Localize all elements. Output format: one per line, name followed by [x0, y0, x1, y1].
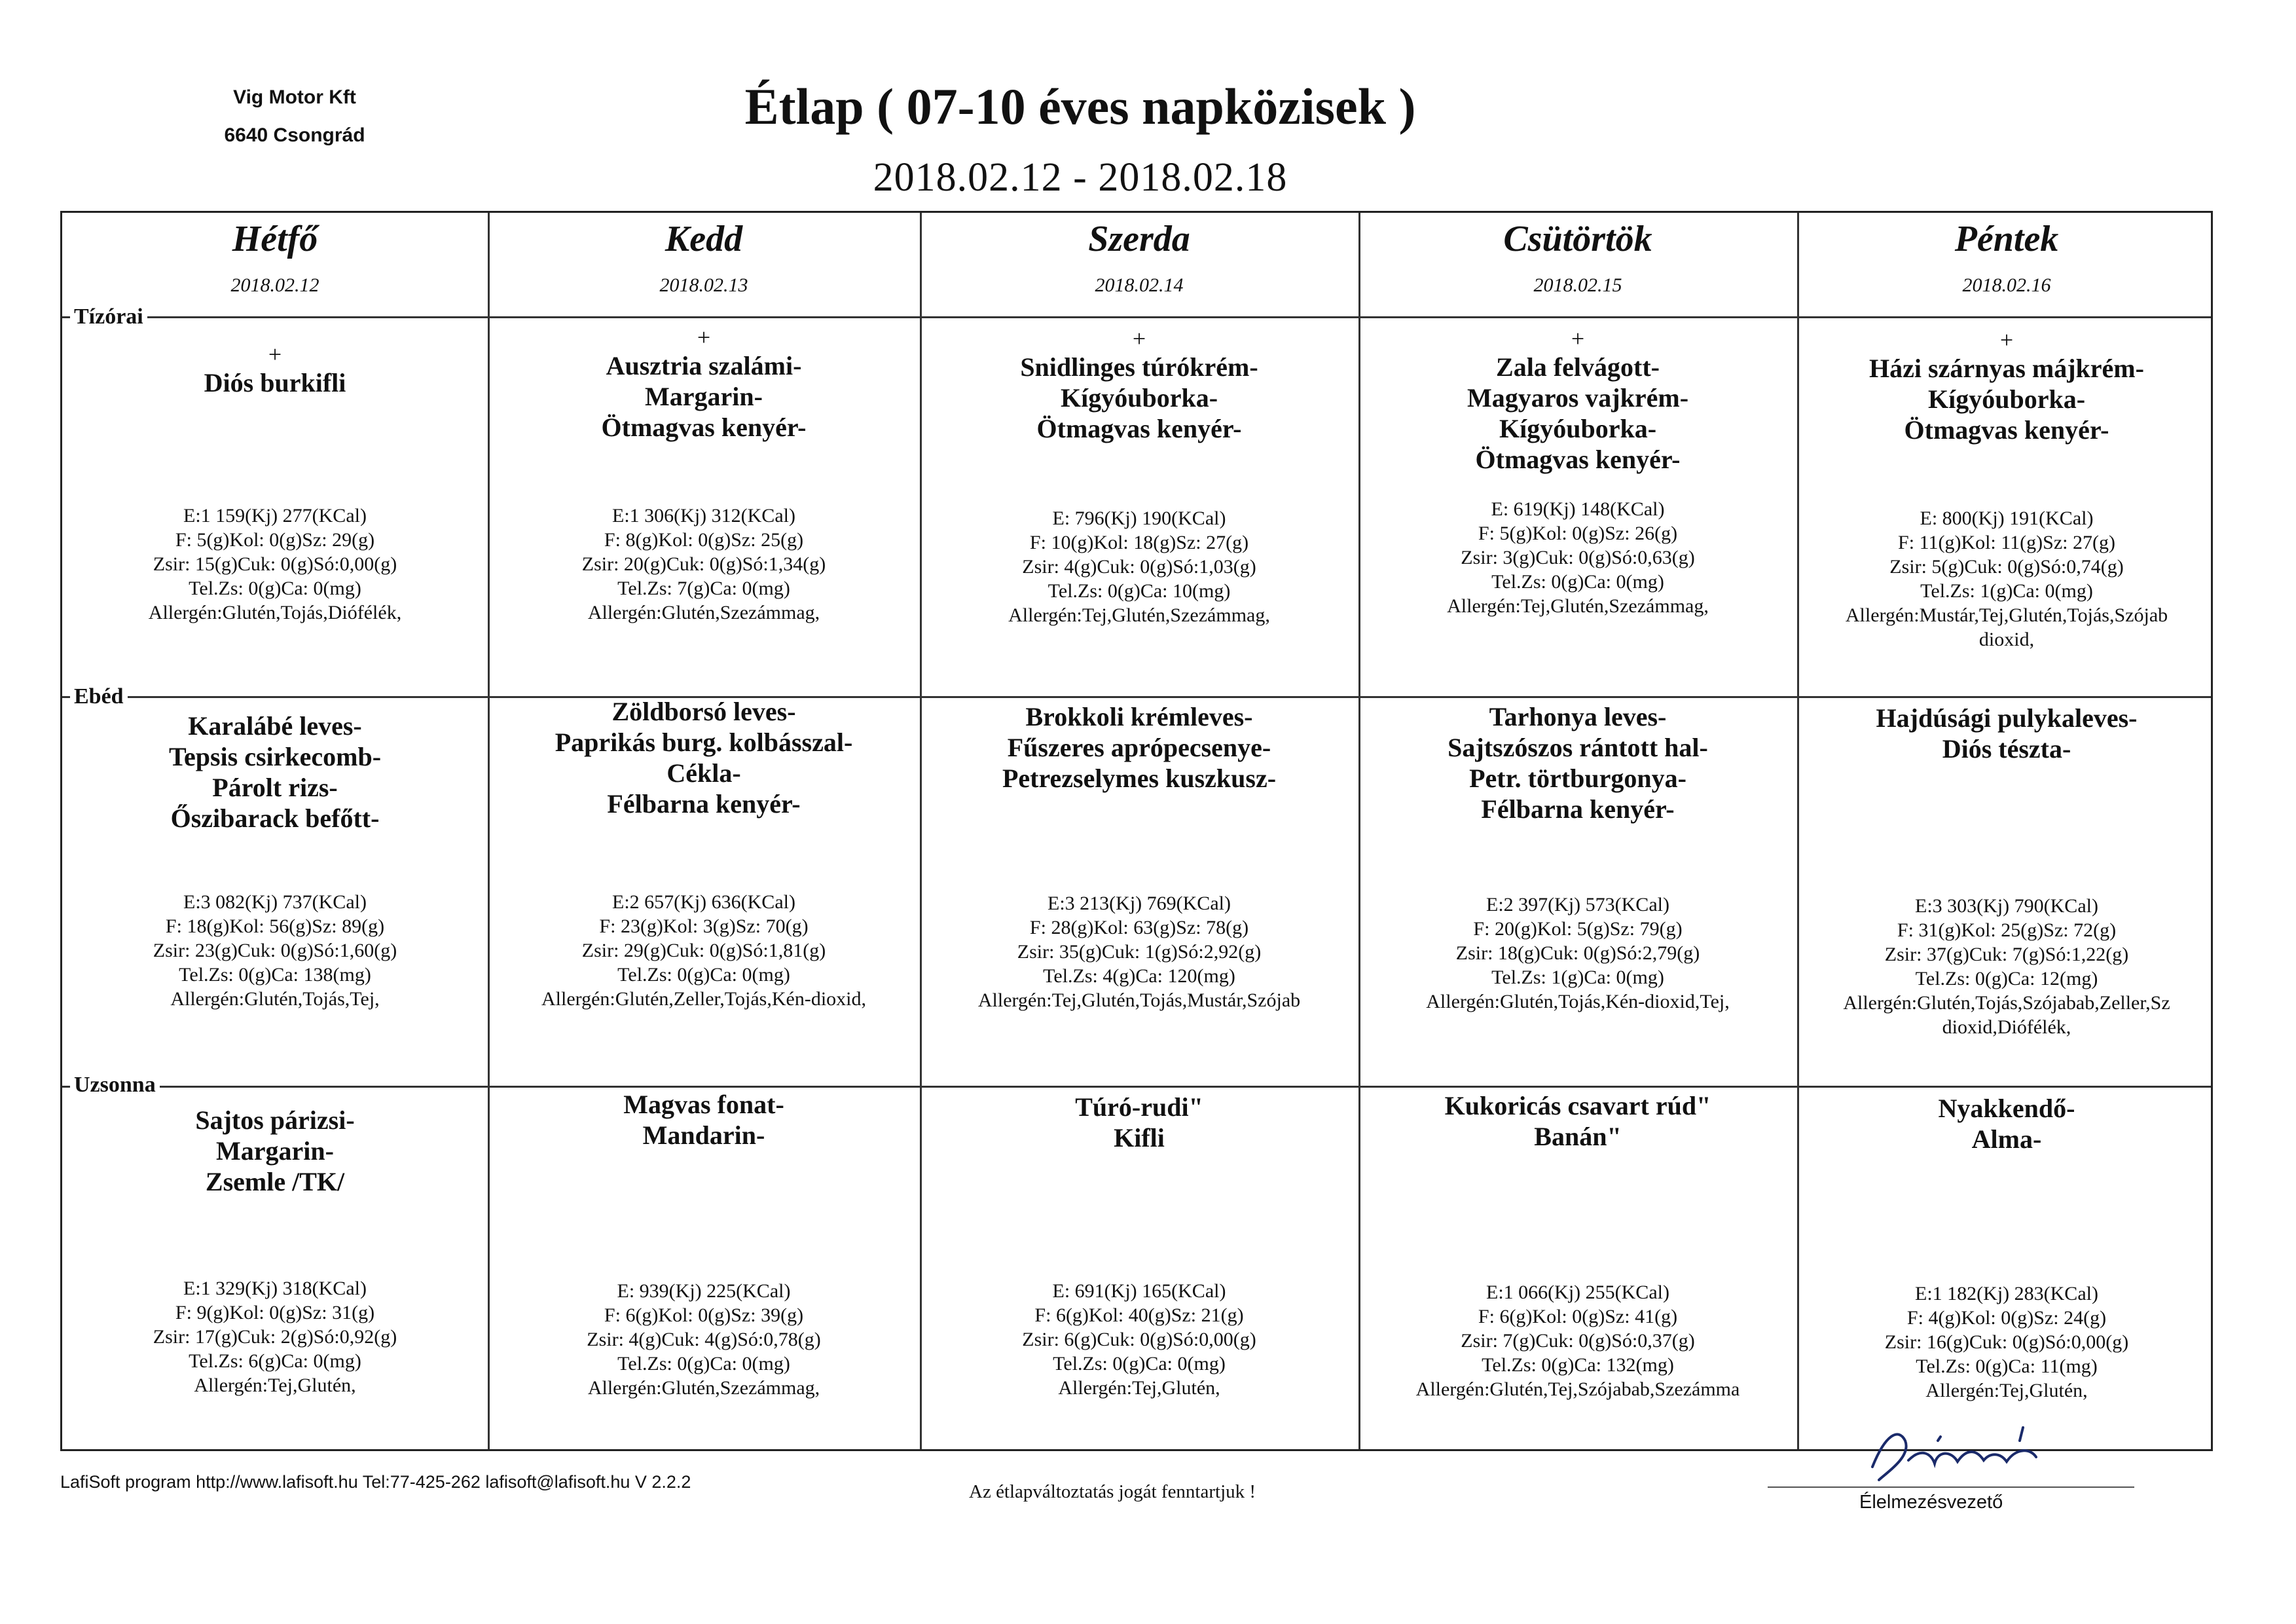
company-block: [196, 79, 393, 155]
menu-cell: [1797, 327, 2216, 445]
nutrition-protein: F: 20(g)Kol: 5(g)Sz: 79(g): [1473, 918, 1683, 940]
nutrition-allergen: Allergén:Glutén,Szezámmag,: [587, 602, 820, 623]
nutrition-protein: F: 6(g)Kol: 0(g)Sz: 39(g): [604, 1304, 804, 1326]
menu-cell: [1797, 1093, 2216, 1154]
day-date: 2018.02.13: [659, 274, 748, 296]
nutrition-fat: Zsir: 23(g)Cuk: 0(g)Só:1,60(g): [153, 940, 397, 961]
dish-text: Zala felvágott- Magyaros vajkrém- Kígyóuborka- Ötmagvas kenyér-: [1467, 352, 1689, 474]
nutrition-protein: F: 8(g)Kol: 0(g)Sz: 25(g): [604, 529, 804, 551]
nutrition-allergen: Allergén:Glutén,Szezámmag,: [587, 1377, 820, 1399]
nutrition-fat: Zsir: 6(g)Cuk: 0(g)Só:0,00(g): [1022, 1329, 1256, 1350]
menu-cell: [1368, 1090, 1787, 1152]
nutrition-allergen: Allergén:Tej,Glutén,Tojás,Mustár,Szójab: [977, 989, 1301, 1011]
nutrition-energy: E: 691(Kj) 165(KCal): [1052, 1280, 1226, 1302]
nutrition-energy: E:3 082(Kj) 737(KCal): [183, 891, 367, 913]
nutrition-fat: Zsir: 15(g)Cuk: 0(g)Só:0,00(g): [153, 553, 397, 575]
nutrition-fat: Zsir: 5(g)Cuk: 0(g)Só:0,74(g): [1889, 556, 2124, 578]
day-header-wednesday: [930, 213, 1349, 297]
nutrition-satfat: Tel.Zs: 6(g)Ca: 0(mg): [189, 1350, 361, 1372]
nutrition-protein: F: 5(g)Kol: 0(g)Sz: 26(g): [1478, 523, 1678, 544]
meal-label-uzsonna: Uzsonna: [70, 1073, 160, 1098]
nutrition-block: [930, 891, 1349, 1012]
nutrition-protein: F: 5(g)Kol: 0(g)Sz: 29(g): [175, 529, 375, 551]
nutrition-fat: Zsir: 17(g)Cuk: 2(g)Só:0,92(g): [153, 1326, 397, 1348]
nutrition-satfat: Tel.Zs: 0(g)Ca: 0(mg): [617, 1353, 790, 1375]
dish-text: Túró-rudi" Kifli: [1075, 1092, 1203, 1153]
signature-role: Élelmezésvezető: [1859, 1492, 2003, 1513]
page-title: Étlap ( 07-10 éves napközisek ): [744, 78, 1416, 135]
plus-sign: +: [1999, 327, 2014, 353]
menu-grid: [60, 211, 2213, 1451]
plus-sign: +: [1571, 325, 1585, 352]
dish-text: Ausztria szalámi- Margarin- Ötmagvas kenyér-: [601, 351, 807, 442]
nutrition-energy: E: 939(Kj) 225(KCal): [617, 1280, 791, 1302]
nutrition-protein: F: 4(g)Kol: 0(g)Sz: 24(g): [1906, 1307, 2107, 1329]
menu-cell: [494, 1089, 913, 1151]
nutrition-energy: E: 619(Kj) 148(KCal): [1491, 498, 1665, 520]
nutrition-allergen-cont: dioxid,: [1978, 629, 2035, 650]
nutrition-fat: Zsir: 35(g)Cuk: 1(g)Só:2,92(g): [1017, 941, 1262, 963]
day-name: Csütörtök: [1503, 219, 1652, 259]
software-credit: LafiSoft program http://www.lafisoft.hu Tel:77-425-262 lafisoft@lafisoft.hu V 2.2.2: [60, 1472, 691, 1492]
row-divider: [62, 1086, 2211, 1088]
nutrition-protein: F: 23(g)Kol: 3(g)Sz: 70(g): [599, 915, 809, 937]
row-divider: [62, 696, 2211, 698]
nutrition-satfat: Tel.Zs: 0(g)Ca: 0(mg): [189, 578, 361, 599]
nutrition-fat: Zsir: 18(g)Cuk: 0(g)Só:2,79(g): [1455, 942, 1700, 964]
nutrition-allergen: Allergén:Glutén,Tojás,Kén-dioxid,Tej,: [1426, 991, 1730, 1012]
day-name: Kedd: [665, 219, 743, 259]
day-name: Péntek: [1954, 219, 2059, 259]
day-header-thursday: [1368, 213, 1787, 297]
nutrition-energy: E: 800(Kj) 191(KCal): [1920, 507, 2094, 529]
nutrition-block: [930, 506, 1349, 627]
nutrition-fat: Zsir: 37(g)Cuk: 7(g)Só:1,22(g): [1884, 944, 2129, 965]
nutrition-satfat: Tel.Zs: 0(g)Ca: 10(mg): [1048, 580, 1231, 602]
menu-cell: [1368, 701, 1787, 824]
nutrition-protein: F: 11(g)Kol: 11(g)Sz: 27(g): [1898, 532, 2115, 553]
day-date: 2018.02.12: [230, 274, 319, 296]
nutrition-energy: E:2 397(Kj) 573(KCal): [1486, 894, 1669, 915]
nutrition-protein: F: 28(g)Kol: 63(g)Sz: 78(g): [1029, 917, 1249, 938]
plus-sign: +: [697, 324, 711, 350]
row-divider: [62, 316, 2211, 318]
dish-text: Zöldborsó leves- Paprikás burg. kolbásszal- Cékla- Félbarna kenyér-: [555, 697, 853, 819]
day-header-friday: [1797, 213, 2216, 297]
day-date: 2018.02.16: [1962, 274, 2051, 296]
date-range: 2018.02.12 - 2018.02.18: [873, 155, 1288, 200]
nutrition-satfat: Tel.Zs: 0(g)Ca: 0(mg): [617, 964, 790, 986]
menu-cell: [494, 696, 913, 819]
nutrition-satfat: Tel.Zs: 0(g)Ca: 11(mg): [1916, 1356, 2098, 1377]
nutrition-energy: E:1 306(Kj) 312(KCal): [612, 505, 795, 526]
nutrition-block: [65, 504, 484, 625]
nutrition-satfat: Tel.Zs: 0(g)Ca: 0(mg): [1491, 571, 1664, 593]
nutrition-allergen: Allergén:Tej,Glutén,Szezámmag,: [1447, 595, 1709, 617]
nutrition-protein: F: 6(g)Kol: 40(g)Sz: 21(g): [1034, 1304, 1244, 1326]
nutrition-fat: Zsir: 7(g)Cuk: 0(g)Só:0,37(g): [1461, 1330, 1695, 1352]
nutrition-protein: F: 6(g)Kol: 0(g)Sz: 41(g): [1478, 1306, 1678, 1327]
nutrition-allergen: Allergén:Tej,Glutén,Szezámmag,: [1008, 604, 1270, 626]
day-date: 2018.02.15: [1533, 274, 1622, 296]
nutrition-block: [65, 890, 484, 1011]
company-name: Vig Motor Kft: [233, 86, 356, 108]
signature-image: [1859, 1421, 2069, 1493]
day-header-tuesday: [494, 213, 913, 297]
plus-sign: +: [268, 341, 282, 367]
dish-text: Tarhonya leves- Sajtszószos rántott hal- Petr. törtburgonya- Félbarna kenyér-: [1448, 702, 1708, 824]
day-header-monday: [65, 213, 484, 297]
dish-text: Diós burkifli: [204, 368, 346, 397]
nutrition-satfat: Tel.Zs: 1(g)Ca: 0(mg): [1491, 967, 1664, 988]
dish-text: Házi szárnyas májkrém- Kígyóuborka- Ötmagvas kenyér-: [1869, 354, 2144, 445]
nutrition-energy: E:3 213(Kj) 769(KCal): [1048, 893, 1231, 914]
nutrition-fat: Zsir: 4(g)Cuk: 4(g)Só:0,78(g): [587, 1329, 821, 1350]
nutrition-block: [494, 1279, 913, 1400]
menu-cell: [930, 1092, 1349, 1153]
nutrition-satfat: Tel.Zs: 0(g)Ca: 138(mg): [179, 964, 371, 986]
column-divider: [920, 213, 922, 1449]
menu-cell: [65, 710, 484, 834]
nutrition-fat: Zsir: 3(g)Cuk: 0(g)Só:0,63(g): [1461, 547, 1695, 568]
nutrition-allergen-cont: dioxid,Diófélék,: [1942, 1016, 2071, 1038]
day-date: 2018.02.14: [1095, 274, 1184, 296]
dish-text: Hajdúsági pulykaleves- Diós tészta-: [1876, 703, 2138, 764]
nutrition-block: [1368, 497, 1787, 618]
nutrition-allergen: Allergén:Glutén,Tojás,Tej,: [170, 988, 380, 1010]
menu-cell: [494, 324, 913, 443]
nutrition-satfat: Tel.Zs: 4(g)Ca: 120(mg): [1043, 965, 1235, 987]
nutrition-satfat: Tel.Zs: 0(g)Ca: 12(mg): [1915, 968, 2098, 989]
nutrition-energy: E:1 182(Kj) 283(KCal): [1915, 1283, 2098, 1304]
nutrition-energy: E:1 159(Kj) 277(KCal): [183, 505, 367, 526]
nutrition-satfat: Tel.Zs: 0(g)Ca: 0(mg): [1053, 1353, 1226, 1375]
nutrition-block: [1797, 506, 2216, 652]
nutrition-energy: E:3 303(Kj) 790(KCal): [1915, 895, 2098, 917]
nutrition-protein: F: 9(g)Kol: 0(g)Sz: 31(g): [175, 1302, 375, 1323]
dish-text: Magvas fonat- Mandarin-: [623, 1090, 784, 1150]
nutrition-block: [1368, 1280, 1787, 1401]
nutrition-energy: E:1 066(Kj) 255(KCal): [1486, 1282, 1669, 1303]
dish-text: Nyakkendő- Alma-: [1938, 1094, 2075, 1154]
dish-text: Sajtos párizsi- Margarin- Zsemle /TK/: [195, 1105, 355, 1196]
plus-sign: +: [1132, 325, 1146, 352]
nutrition-energy: E: 796(Kj) 190(KCal): [1052, 507, 1226, 529]
menu-cell: [930, 701, 1349, 794]
nutrition-protein: F: 10(g)Kol: 18(g)Sz: 27(g): [1029, 532, 1249, 553]
nutrition-satfat: Tel.Zs: 1(g)Ca: 0(mg): [1920, 580, 2093, 602]
nutrition-fat: Zsir: 16(g)Cuk: 0(g)Só:0,00(g): [1884, 1331, 2129, 1353]
menu-cell: [65, 1105, 484, 1197]
dish-text: Brokkoli krémleves- Fűszeres aprópecsenye- Petrezselymes kuszkusz-: [1002, 702, 1277, 793]
nutrition-allergen: Allergén:Tej,Glutén,: [1058, 1377, 1220, 1399]
menu-cell: [1797, 703, 2216, 764]
nutrition-protein: F: 31(g)Kol: 25(g)Sz: 72(g): [1897, 919, 2117, 941]
nutrition-fat: Zsir: 20(g)Cuk: 0(g)Só:1,34(g): [581, 553, 826, 575]
nutrition-allergen: Allergén:Glutén,Zeller,Tojás,Kén-dioxid,: [541, 988, 866, 1010]
meal-label-ebed: Ebéd: [70, 684, 128, 709]
nutrition-block: [1368, 893, 1787, 1014]
nutrition-block: [494, 504, 913, 625]
nutrition-satfat: Tel.Zs: 0(g)Ca: 132(mg): [1482, 1354, 1674, 1376]
signature-line: [1768, 1486, 2134, 1488]
day-name: Szerda: [1088, 219, 1190, 259]
nutrition-allergen: Allergén:Tej,Glutén,: [1925, 1380, 2088, 1401]
menu-cell: [1368, 325, 1787, 475]
column-divider: [1358, 213, 1360, 1449]
nutrition-allergen: Allergén:Glutén,Tojás,Szójabab,Zeller,Sz: [1843, 992, 2170, 1014]
nutrition-block: [930, 1279, 1349, 1400]
meal-label-tizorai: Tízórai: [70, 304, 147, 329]
day-name: Hétfő: [232, 219, 318, 259]
nutrition-block: [65, 1276, 484, 1397]
nutrition-block: [494, 890, 913, 1011]
nutrition-allergen: Allergén:Glutén,Tej,Szójabab,Szezámma: [1415, 1378, 1740, 1400]
menu-cell: [65, 341, 484, 398]
company-city: 6640 Csongrád: [224, 124, 365, 146]
nutrition-energy: E:2 657(Kj) 636(KCal): [612, 891, 795, 913]
nutrition-allergen: Allergén:Mustár,Tej,Glutén,Tojás,Szójab: [1845, 604, 2168, 626]
nutrition-fat: Zsir: 4(g)Cuk: 0(g)Só:1,03(g): [1022, 556, 1256, 578]
column-divider: [488, 213, 490, 1449]
nutrition-block: [1797, 894, 2216, 1039]
nutrition-allergen: Allergén:Tej,Glutén,: [194, 1375, 356, 1396]
change-notice: Az étlapváltoztatás jogát fenntartjuk !: [969, 1481, 1256, 1502]
nutrition-protein: F: 18(g)Kol: 56(g)Sz: 89(g): [165, 915, 385, 937]
dish-text: Snidlinges túrókrém- Kígyóuborka- Ötmagvas kenyér-: [1020, 352, 1258, 443]
dish-text: Kukoricás csavart rúd" Banán": [1444, 1091, 1711, 1151]
dish-text: Karalábé leves- Tepsis csirkecomb- Párolt rizs- Őszibarack befőtt-: [168, 711, 382, 833]
nutrition-allergen: Allergén:Glutén,Tojás,Diófélék,: [148, 602, 402, 623]
nutrition-satfat: Tel.Zs: 7(g)Ca: 0(mg): [617, 578, 790, 599]
nutrition-energy: E:1 329(Kj) 318(KCal): [183, 1278, 367, 1299]
nutrition-block: [1797, 1282, 2216, 1403]
nutrition-fat: Zsir: 29(g)Cuk: 0(g)Só:1,81(g): [581, 940, 826, 961]
menu-cell: [930, 325, 1349, 444]
